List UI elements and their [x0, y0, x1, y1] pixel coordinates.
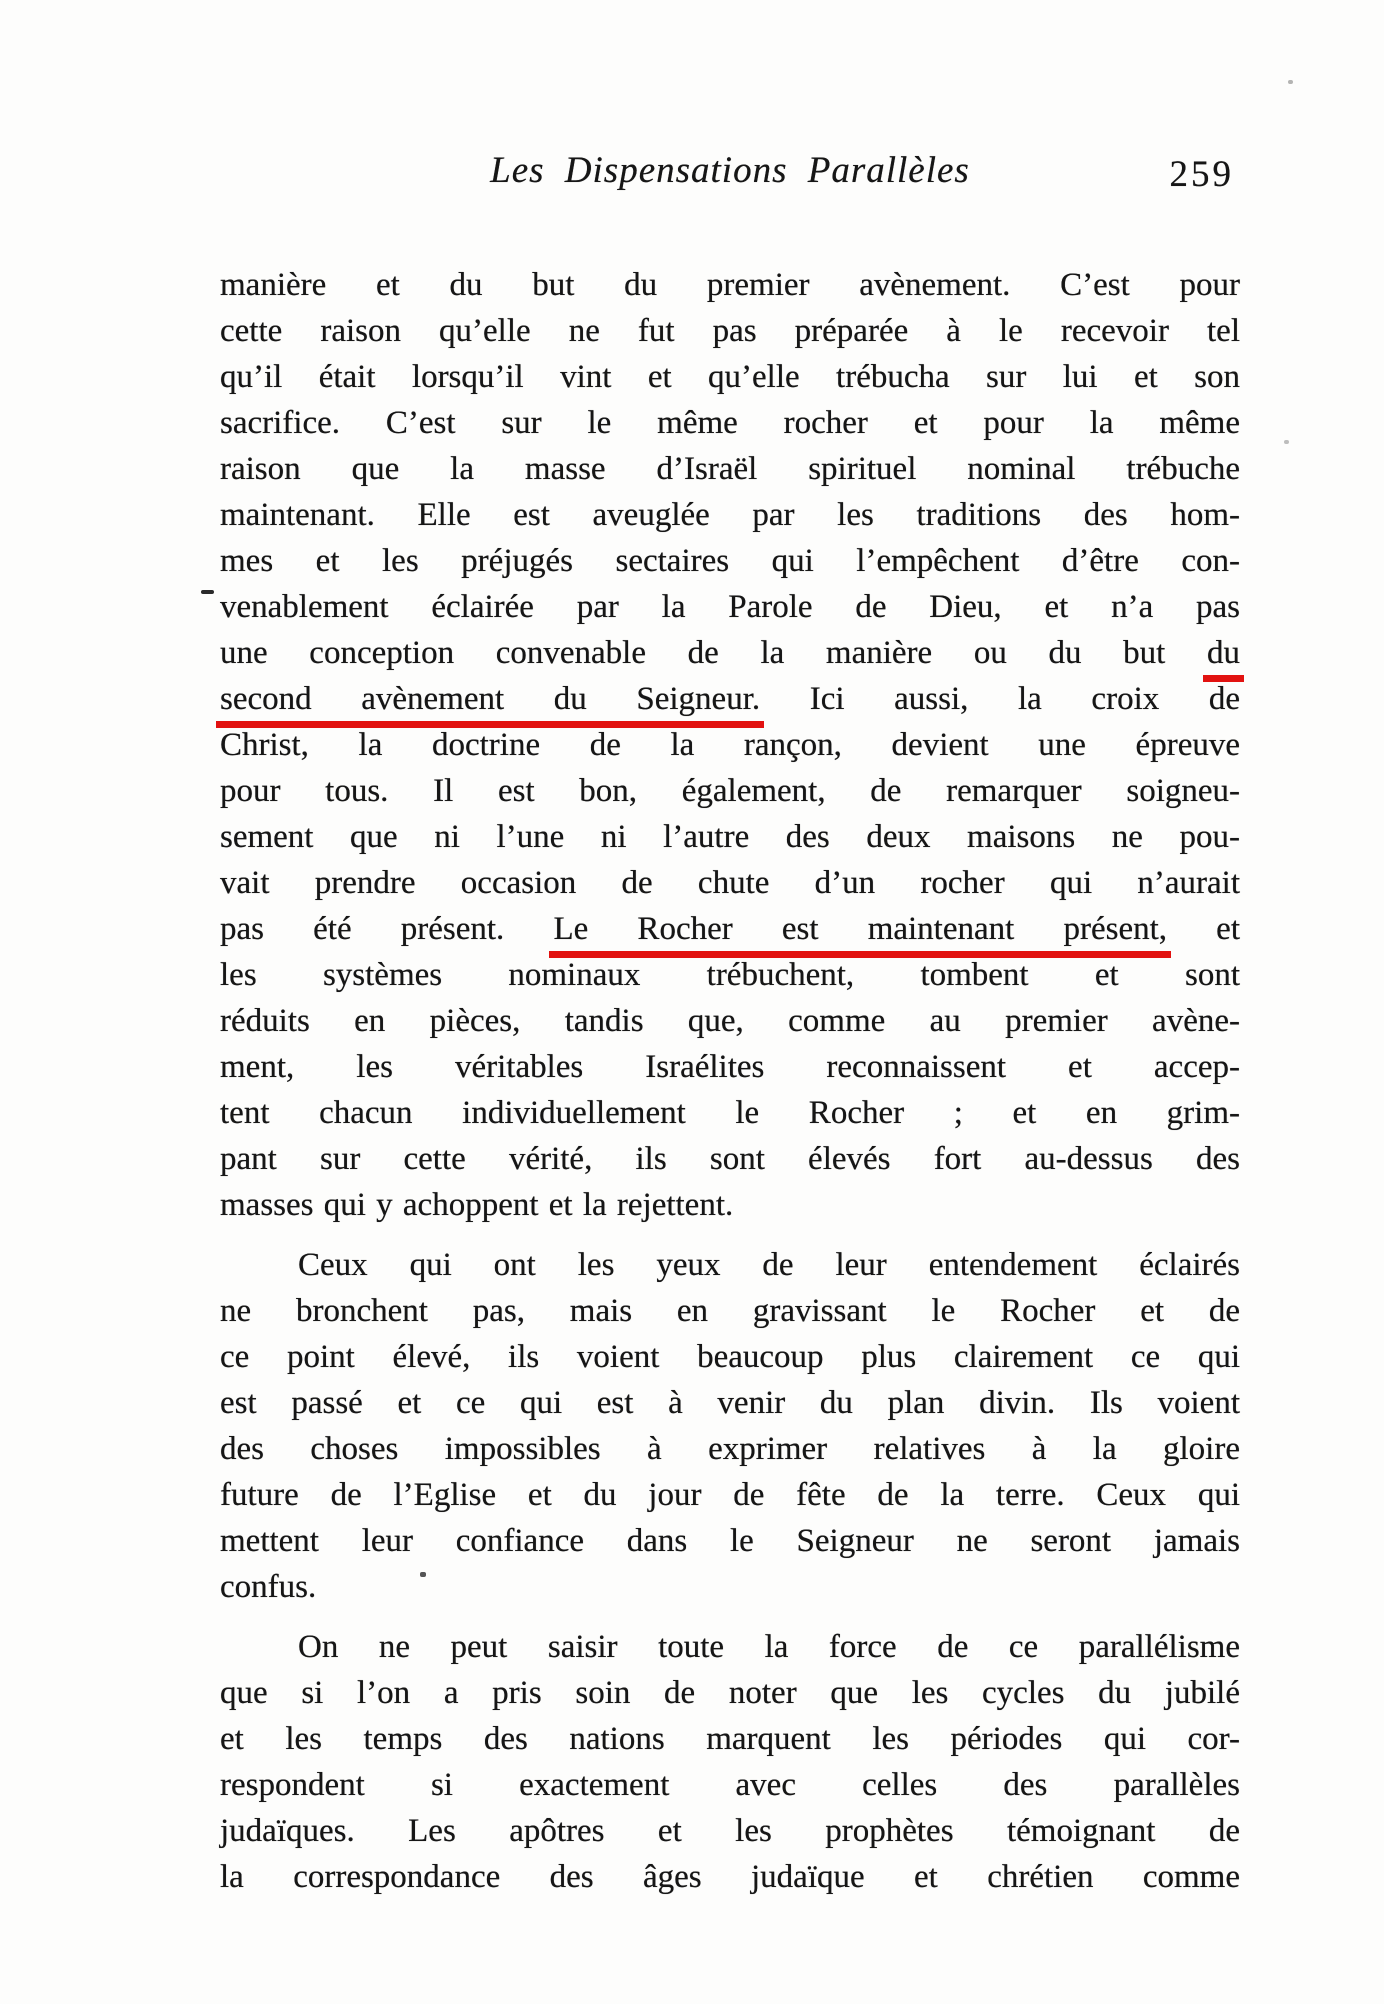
text-line — [220, 1182, 1240, 1228]
text-segment: masses qui y achoppent et la rejettent. — [220, 1187, 734, 1223]
scan-speck — [1284, 440, 1289, 444]
text-segment: que si l’on a pris soin de noter que les cycles du jubilé — [220, 1675, 1240, 1711]
text-line — [220, 354, 1240, 400]
text-segment: et les temps des nations marquent les périodes qui cor- — [220, 1721, 1240, 1757]
text-line — [220, 538, 1240, 584]
text-segment: et — [1167, 911, 1240, 947]
text-line — [220, 1564, 1240, 1610]
text-line — [220, 1044, 1240, 1090]
text-line — [220, 1472, 1240, 1518]
text-segment: raison que la masse d’Israël spirituel nominal trébuche — [220, 451, 1240, 487]
red-underline-annotation: second avènement du Seigneur. — [216, 681, 764, 728]
text-line — [220, 1334, 1240, 1380]
text-segment: réduits en pièces, tandis que, comme au premier avène- — [220, 1003, 1240, 1039]
text-line — [220, 860, 1240, 906]
text-segment: qu’il était lorsqu’il vint et qu’elle trébucha sur lui et son — [220, 359, 1240, 395]
text-line — [220, 1242, 1240, 1288]
text-line — [220, 1380, 1240, 1426]
scan-speck — [1288, 80, 1293, 84]
text-segment: des choses impossibles à exprimer relatives à la gloire — [220, 1431, 1240, 1467]
text-line — [220, 630, 1240, 676]
text-segment: pour tous. Il est bon, également, de remarquer soigneu- — [220, 773, 1240, 809]
text-line — [220, 1762, 1240, 1808]
red-underline-annotation: du — [1203, 635, 1244, 682]
text-line — [220, 584, 1240, 630]
text-line — [220, 1854, 1240, 1900]
text-segment: ce point élevé, ils voient beaucoup plus clairement ce qui — [220, 1339, 1240, 1375]
scan-speck — [420, 1572, 426, 1577]
text-line — [220, 768, 1240, 814]
text-segment: une conception convenable de la manière ou du but — [220, 635, 1207, 671]
text-segment: les systèmes nominaux trébuchent, tombent et sont — [220, 957, 1240, 993]
text-line — [220, 400, 1240, 446]
text-segment: Ceux qui ont les yeux de leur entendement éclairés — [298, 1247, 1240, 1283]
text-segment: cette raison qu’elle ne fut pas préparée à le recevoir tel — [220, 313, 1240, 349]
text-segment: Ici aussi, la croix de — [760, 681, 1240, 717]
text-segment: maintenant. Elle est aveuglée par les traditions des hom- — [220, 497, 1240, 533]
text-segment: future de l’Eglise et du jour de fête de la terre. Ceux qui — [220, 1477, 1240, 1513]
text-line — [220, 998, 1240, 1044]
text-line — [220, 952, 1240, 998]
text-line — [220, 492, 1240, 538]
text-segment: mes et les préjugés sectaires qui l’empêchent d’être con- — [220, 543, 1240, 579]
text-segment: judaïques. Les apôtres et les prophètes témoignant de — [220, 1813, 1240, 1849]
text-segment: confus. — [220, 1569, 317, 1605]
text-line — [220, 1426, 1240, 1472]
paragraph — [220, 1242, 1240, 1610]
paragraph — [220, 1624, 1240, 1900]
text-segment: mettent leur confiance dans le Seigneur ne seront jamais — [220, 1523, 1240, 1559]
text-segment: On ne peut saisir toute la force de ce parallélisme — [298, 1629, 1240, 1665]
text-line — [220, 1624, 1240, 1670]
text-segment: sement que ni l’une ni l’autre des deux maisons ne pou- — [220, 819, 1240, 855]
text-line — [220, 1090, 1240, 1136]
red-underline-annotation: Le Rocher est maintenant présent, — [549, 911, 1171, 958]
text-block — [220, 262, 1240, 1900]
text-segment: ne bronchent pas, mais en gravissant le Rocher et de — [220, 1293, 1240, 1329]
text-line — [220, 1808, 1240, 1854]
text-segment: venablement éclairée par la Parole de Dieu, et n’a pas — [220, 589, 1240, 625]
text-line — [220, 676, 1240, 722]
text-segment: vait prendre occasion de chute d’un rocher qui n’aurait — [220, 865, 1240, 901]
text-line — [220, 308, 1240, 354]
text-line — [220, 446, 1240, 492]
text-segment: sacrifice. C’est sur le même rocher et pour la même — [220, 405, 1240, 441]
text-segment: tent chacun individuellement le Rocher ; et en grim- — [220, 1095, 1240, 1131]
text-segment: Christ, la doctrine de la rançon, devient une épreuve — [220, 727, 1240, 763]
text-line — [220, 814, 1240, 860]
page-number: 259 — [1169, 154, 1234, 195]
text-line — [220, 1288, 1240, 1334]
text-segment: pas été présent. — [220, 911, 554, 947]
text-segment: respondent si exactement avec celles des parallèles — [220, 1767, 1240, 1803]
scan-speck — [201, 590, 214, 594]
text-line — [220, 1716, 1240, 1762]
text-segment: est passé et ce qui est à venir du plan divin. Ils voient — [220, 1385, 1240, 1421]
text-segment: la correspondance des âges judaïque et chrétien comme — [220, 1859, 1240, 1895]
text-line — [220, 1518, 1240, 1564]
text-line — [220, 1136, 1240, 1182]
text-segment: manière et du but du premier avènement. C’est pour — [220, 267, 1240, 303]
text-line — [220, 906, 1240, 952]
text-line — [220, 262, 1240, 308]
text-segment: ment, les véritables Israélites reconnaissent et accep- — [220, 1049, 1240, 1085]
text-line — [220, 722, 1240, 768]
text-segment: pant sur cette vérité, ils sont élevés fort au-dessus des — [220, 1141, 1240, 1177]
paragraph — [220, 262, 1240, 1228]
running-header-title: Les Dispensations Parallèles — [490, 150, 970, 191]
text-line — [220, 1670, 1240, 1716]
